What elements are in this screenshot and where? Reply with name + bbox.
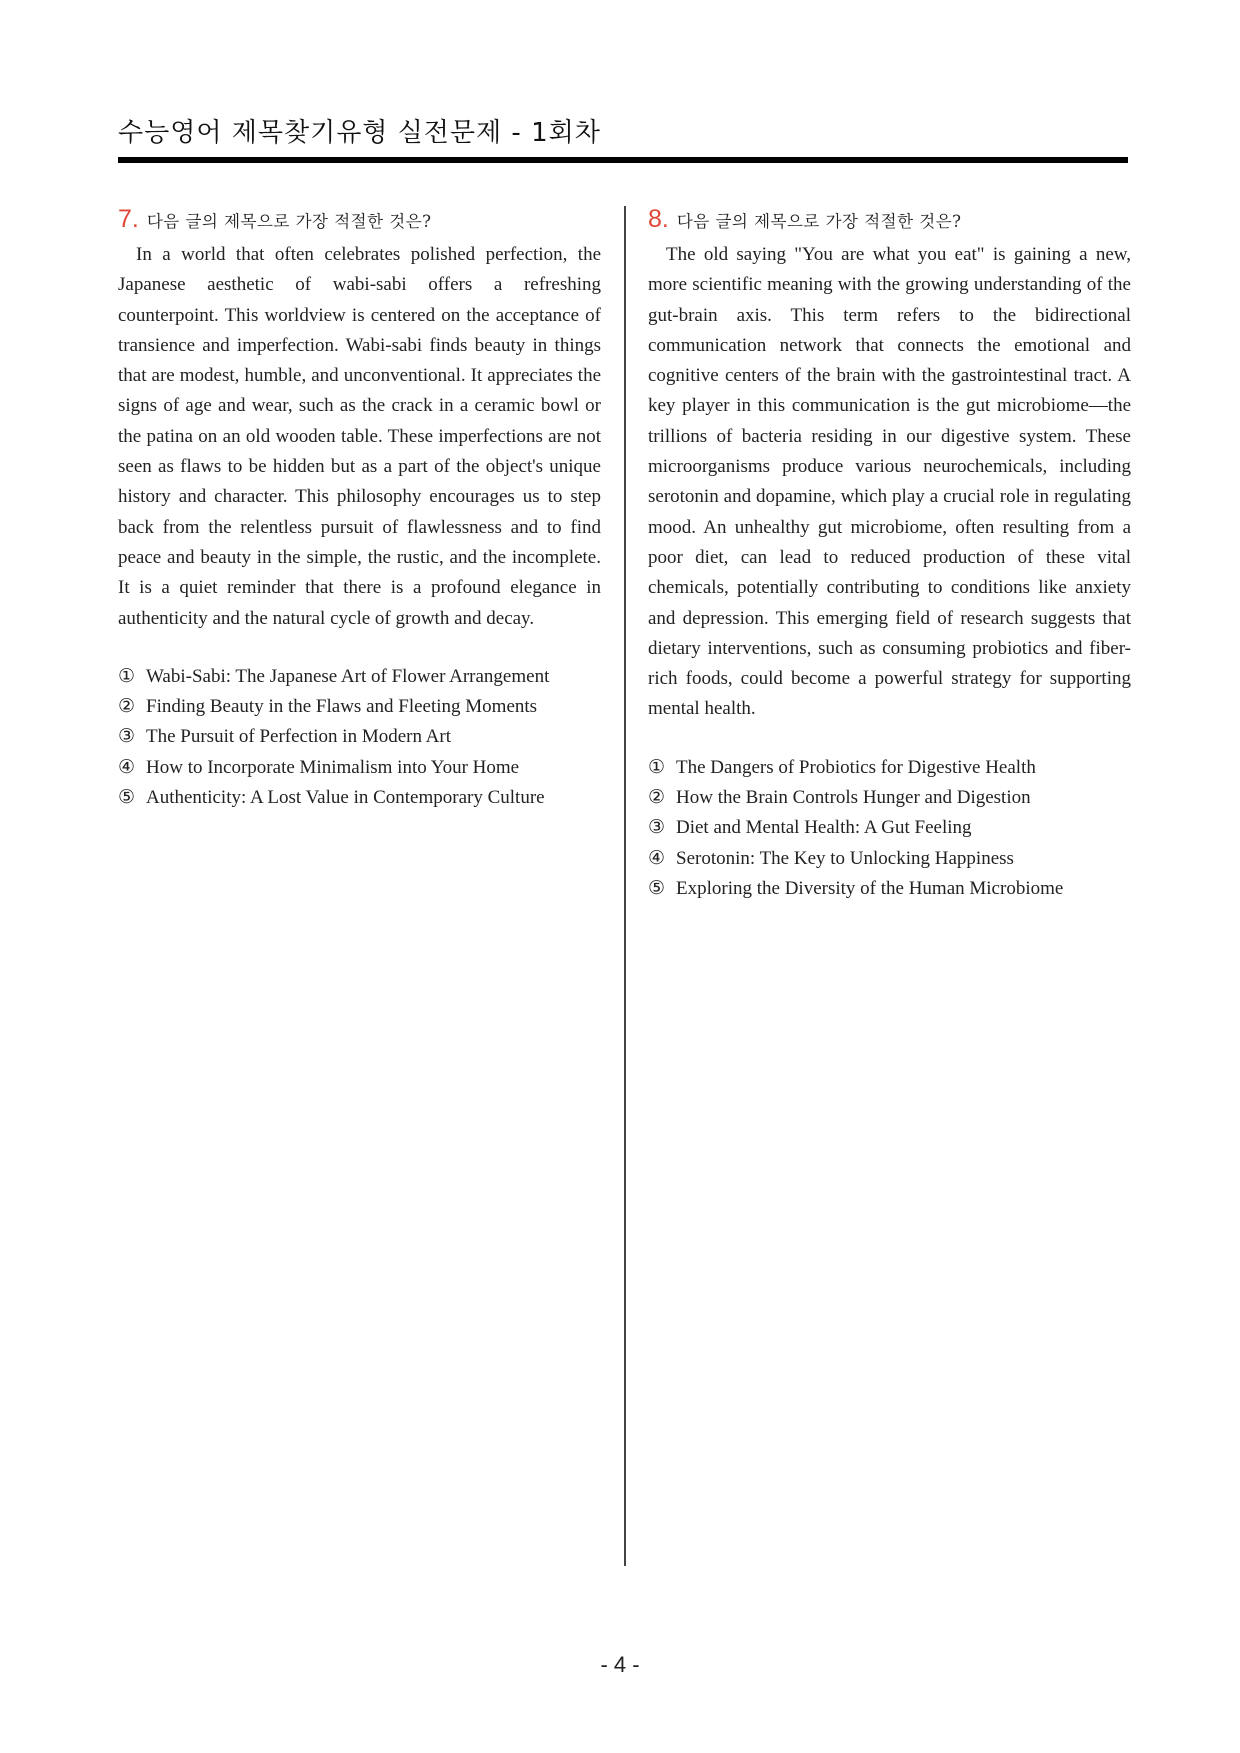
option-marker: ② bbox=[648, 787, 666, 809]
answer-option-4[interactable] bbox=[648, 844, 1131, 874]
option-text: Wabi-Sabi: The Japanese Art of Flower Arrangement bbox=[146, 665, 550, 687]
question-number: 8. bbox=[648, 205, 669, 233]
option-text: The Dangers of Probiotics for Digestive Health bbox=[676, 756, 1036, 778]
option-marker: ④ bbox=[118, 756, 136, 778]
option-marker: ③ bbox=[648, 817, 666, 839]
answer-option-2[interactable] bbox=[648, 783, 1131, 813]
question-passage: In a world that often celebrates polished perfection, the Japanese aesthetic of wabi-sabi offers a refreshing counterpoint. This worldview is centered on the acceptance of transience and imperfection. Wabi-sabi finds beauty in things that are modest, humble, and unconventional. It appreciates the signs of age and wear, such as the crack in a ceramic bowl or the patina on an old wooden table. These imperfections are not seen as flaws to be hidden but as a part of the object's unique history and character. This philosophy encourages us to step back from the relentless pursuit of flawlessness and to find peace and beauty in the simple, the rustic, and the incomplete. It is a quiet reminder that there is a profound elegance in authenticity and the natural cycle of growth and decay. bbox=[118, 244, 601, 629]
option-marker: ② bbox=[118, 696, 136, 718]
answer-option-4[interactable] bbox=[118, 753, 601, 783]
answer-option-1[interactable] bbox=[118, 662, 601, 692]
question-header bbox=[648, 205, 1131, 239]
column-divider bbox=[624, 206, 626, 1566]
option-marker: ① bbox=[648, 756, 666, 778]
header-divider bbox=[118, 157, 1128, 163]
question-8 bbox=[648, 205, 1131, 904]
option-text: Authenticity: A Lost Value in Contemporary Culture bbox=[146, 787, 545, 809]
option-marker: ③ bbox=[118, 726, 136, 748]
option-text: Serotonin: The Key to Unlocking Happiness bbox=[676, 847, 1014, 869]
question-prompt: 다음 글의 제목으로 가장 적절한 것은? bbox=[146, 212, 432, 231]
option-text: How to Incorporate Minimalism into Your Home bbox=[146, 756, 520, 778]
question-header bbox=[118, 205, 601, 239]
question-number: 7. bbox=[118, 205, 139, 233]
answer-option-5[interactable] bbox=[118, 783, 601, 813]
answer-options bbox=[118, 662, 601, 813]
option-text: The Pursuit of Perfection in Modern Art bbox=[146, 726, 452, 748]
answer-option-2[interactable] bbox=[118, 692, 601, 722]
option-text: Diet and Mental Health: A Gut Feeling bbox=[676, 817, 972, 839]
option-text: How the Brain Controls Hunger and Digestion bbox=[676, 787, 1031, 809]
option-marker: ④ bbox=[648, 847, 666, 869]
answer-option-3[interactable] bbox=[648, 813, 1131, 843]
option-marker: ⑤ bbox=[648, 877, 666, 899]
option-marker: ① bbox=[118, 665, 136, 687]
page-number: - 4 - bbox=[600, 1652, 640, 1677]
option-text: Finding Beauty in the Flaws and Fleeting Moments bbox=[146, 696, 538, 718]
answer-option-1[interactable] bbox=[648, 753, 1131, 783]
page-title: 수능영어 제목찾기유형 실전문제 - 1회차 bbox=[118, 118, 601, 148]
question-passage: The old saying "You are what you eat" is gaining a new, more scientific meaning with the growing understanding of the gut-brain axis. This term refers to the bidirectional communication network that connects the emotional and cognitive centers of the brain with the gastrointestinal tract. A key player in this communication is the gut microbiome—the trillions of bacteria residing in our digestive system. These microorganisms produce various neurochemicals, including serotonin and dopamine, which play a crucial role in regulating mood. An unhealthy gut microbiome, often resulting from a poor diet, can lead to reduced production of these vital chemicals, potentially contributing to conditions like anxiety and depression. This emerging field of research suggests that dietary interventions, such as consuming probiotics and fiber-rich foods, could become a powerful strategy for supporting mental health. bbox=[648, 244, 1131, 720]
option-marker: ⑤ bbox=[118, 787, 136, 809]
option-text: Exploring the Diversity of the Human Microbiome bbox=[676, 877, 1064, 899]
answer-option-3[interactable] bbox=[118, 722, 601, 752]
question-7 bbox=[118, 205, 601, 813]
answer-option-5[interactable] bbox=[648, 874, 1131, 904]
question-prompt: 다음 글의 제목으로 가장 적절한 것은? bbox=[676, 212, 962, 231]
answer-options bbox=[648, 753, 1131, 904]
